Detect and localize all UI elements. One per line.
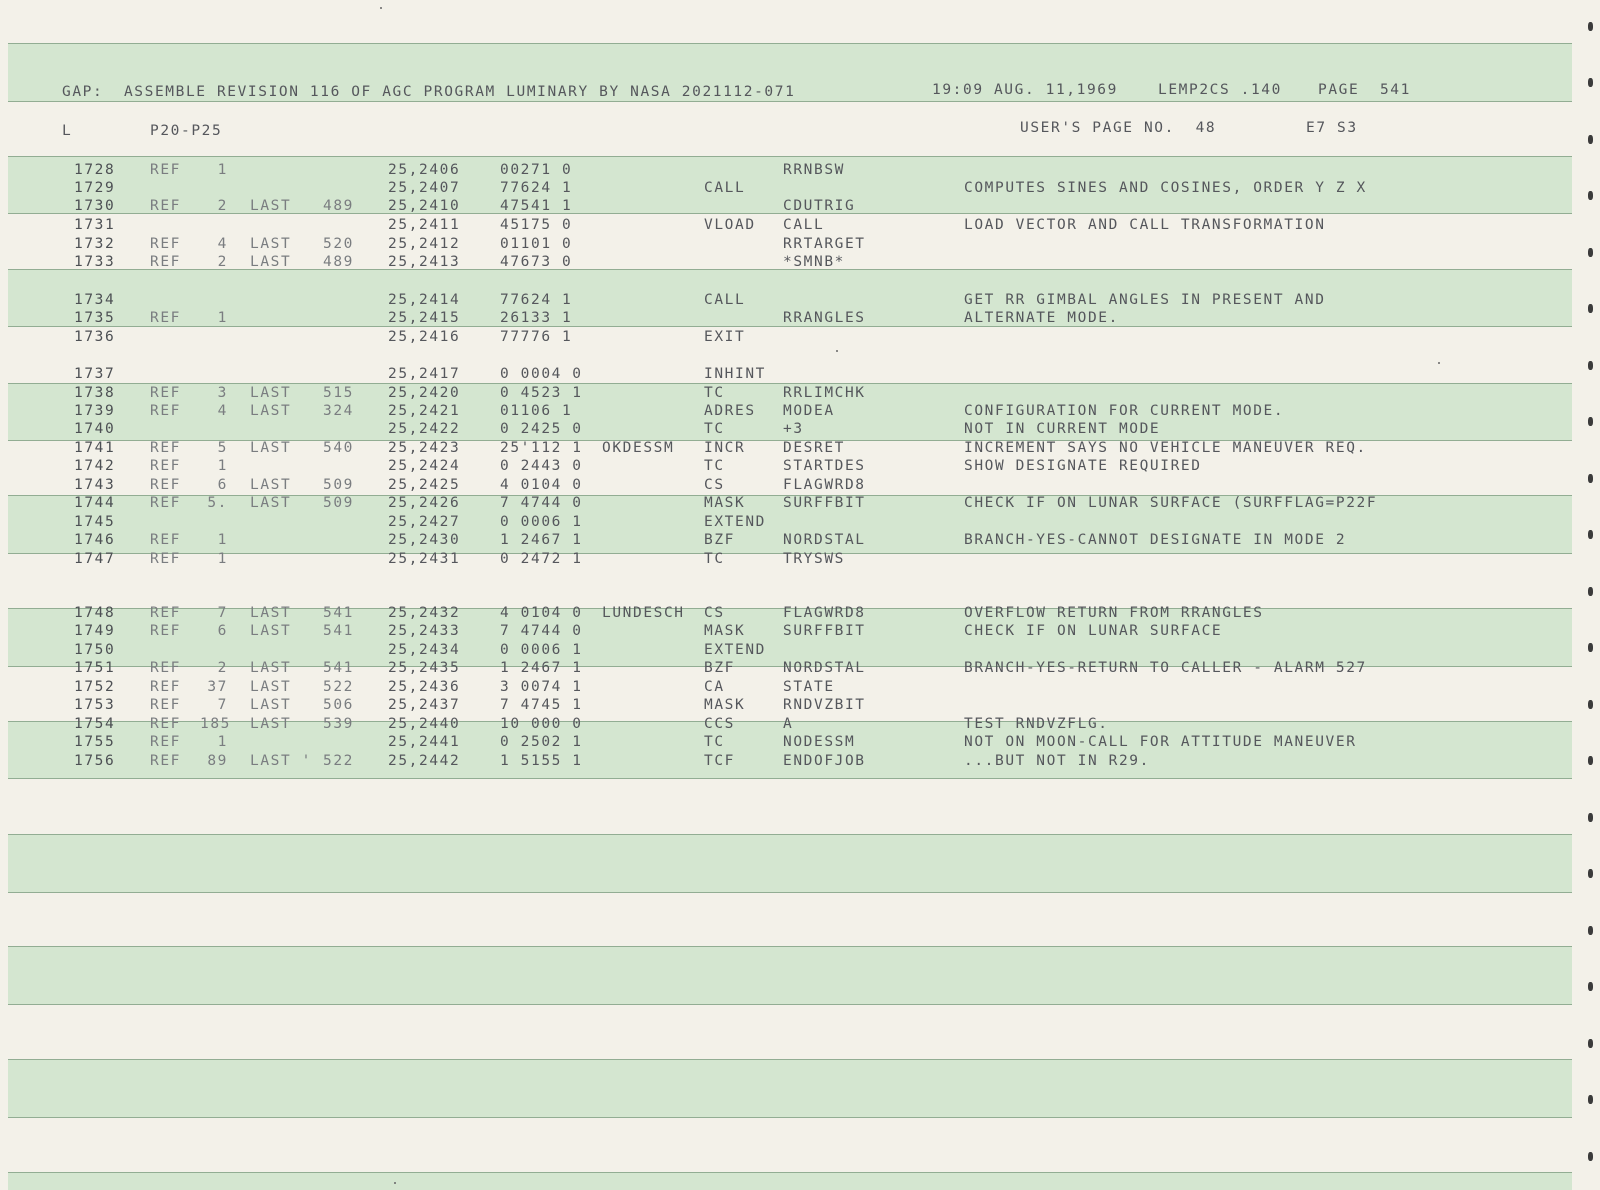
cell-comment: NOT IN CURRENT MODE (964, 421, 1161, 437)
band-rule (8, 778, 1572, 779)
cell-addr: 25,2410 (388, 198, 461, 214)
cell-refno: 1 (217, 458, 228, 474)
cell-refno: 37 (207, 679, 228, 695)
cell-ref: REF (150, 532, 181, 548)
cell-ref: REF (150, 495, 181, 511)
cell-op: CA (704, 679, 725, 695)
cell-operand: RRNBSW (783, 162, 845, 178)
cell-word: 1 2467 1 (500, 660, 583, 676)
cell-operand: TRYSWS (783, 551, 845, 567)
cell-addr: 25,2434 (388, 642, 461, 658)
cell-word: 77624 1 (500, 292, 573, 308)
cell-operand: DESRET (783, 440, 845, 456)
cell-refno: 7 (217, 605, 228, 621)
cell-op: EXTEND (704, 642, 766, 658)
cell-addr: 25,2426 (388, 495, 461, 511)
cell-last: LAST (250, 623, 292, 639)
cell-no: 1741 (74, 440, 116, 456)
cell-operand: CDUTRIG (783, 198, 856, 214)
cell-op: CALL (704, 180, 746, 196)
cell-comment: CHECK IF ON LUNAR SURFACE (SURFFLAG=P22F (964, 495, 1378, 511)
cell-word: 00271 0 (500, 162, 573, 178)
cell-word: 0 2472 1 (500, 551, 583, 567)
listing-row (0, 366, 1600, 384)
cell-word: 0 2502 1 (500, 734, 583, 750)
cell-op: TC (704, 551, 725, 567)
cell-word: 7 4744 0 (500, 495, 583, 511)
band-rule (8, 43, 1572, 44)
cell-word: 01101 0 (500, 236, 573, 252)
paper-band (8, 1173, 1572, 1190)
cell-word: 45175 0 (500, 217, 573, 233)
cell-no: 1729 (74, 180, 116, 196)
cell-comment: TEST RNDVZFLG. (964, 716, 1109, 732)
cell-last: LAST ' (250, 753, 312, 769)
listing-row (0, 440, 1600, 458)
band-rule (8, 1117, 1572, 1118)
cell-no: 1746 (74, 532, 116, 548)
cell-comment: COMPUTES SINES AND COSINES, ORDER Y Z X (964, 180, 1367, 196)
listing-row (0, 679, 1600, 697)
band-rule (8, 156, 1572, 157)
cell-lastno: 522 (323, 753, 354, 769)
cell-word: 10 000 0 (500, 716, 583, 732)
cell-operand: STATE (783, 679, 835, 695)
cell-lastno: 489 (323, 254, 354, 270)
cell-ref: REF (150, 716, 181, 732)
listing-row (0, 292, 1600, 310)
cell-no: 1731 (74, 217, 116, 233)
cell-no: 1743 (74, 477, 116, 493)
cell-lastno: 520 (323, 236, 354, 252)
listing-row (0, 329, 1600, 347)
cell-operand: A (783, 716, 794, 732)
cell-lastno: 540 (323, 440, 354, 456)
paper-band (8, 1060, 1572, 1117)
cell-refno: 1 (217, 551, 228, 567)
listing-row (0, 697, 1600, 715)
band-rule (8, 1172, 1572, 1173)
section-name: P20-P25 (150, 123, 223, 139)
cell-word: 4 0104 0 (500, 605, 583, 621)
cell-ref: REF (150, 310, 181, 326)
listing-row (0, 716, 1600, 734)
cell-refno: 1 (217, 532, 228, 548)
cell-addr: 25,2411 (388, 217, 461, 233)
cell-addr: 25,2422 (388, 421, 461, 437)
feed-hole (1588, 1152, 1593, 1161)
cell-addr: 25,2424 (388, 458, 461, 474)
cell-comment: ALTERNATE MODE. (964, 310, 1119, 326)
band-rule (8, 946, 1572, 947)
cell-lastno: 539 (323, 716, 354, 732)
band-rule (8, 1059, 1572, 1060)
listing-row (0, 162, 1600, 180)
cell-ref: REF (150, 551, 181, 567)
cell-last: LAST (250, 477, 292, 493)
cell-comment: CONFIGURATION FOR CURRENT MODE. (964, 403, 1285, 419)
cell-refno: 1 (217, 310, 228, 326)
cell-lastno: 541 (323, 660, 354, 676)
listing-row (0, 623, 1600, 641)
cell-refno: 1 (217, 734, 228, 750)
cell-refno: 6 (217, 623, 228, 639)
cell-op: CS (704, 477, 725, 493)
cell-comment: BRANCH-YES-CANNOT DESIGNATE IN MODE 2 (964, 532, 1347, 548)
cell-comment: BRANCH-YES-RETURN TO CALLER - ALARM 527 (964, 660, 1367, 676)
cell-op: BZF (704, 532, 735, 548)
cell-lastno: 522 (323, 679, 354, 695)
feed-hole (1588, 1095, 1593, 1104)
cell-word: 1 5155 1 (500, 753, 583, 769)
band-rule (8, 1004, 1572, 1005)
cell-lastno: 509 (323, 477, 354, 493)
listing-row (0, 477, 1600, 495)
cell-ref: REF (150, 477, 181, 493)
sheet-id: E7 S3 (1306, 120, 1358, 136)
cell-lastno: 541 (323, 605, 354, 621)
cell-no: 1733 (74, 254, 116, 270)
listing-row (0, 532, 1600, 550)
cell-ref: REF (150, 679, 181, 695)
cell-addr: 25,2430 (388, 532, 461, 548)
listing-row (0, 642, 1600, 660)
listing-row (0, 198, 1600, 216)
listing-row (0, 254, 1600, 272)
paper-speck (380, 7, 382, 9)
listing-row (0, 458, 1600, 476)
cell-ref: REF (150, 734, 181, 750)
cell-addr: 25,2437 (388, 697, 461, 713)
listing-row (0, 495, 1600, 513)
cell-no: 1732 (74, 236, 116, 252)
cell-last: LAST (250, 697, 292, 713)
listing-row (0, 180, 1600, 198)
cell-lastno: 506 (323, 697, 354, 713)
cell-ref: REF (150, 403, 181, 419)
cell-word: 0 2443 0 (500, 458, 583, 474)
cell-ref: REF (150, 236, 181, 252)
cell-no: 1756 (74, 753, 116, 769)
cell-no: 1744 (74, 495, 116, 511)
cell-op: CCS (704, 716, 735, 732)
cell-ref: REF (150, 198, 181, 214)
cell-no: 1734 (74, 292, 116, 308)
cell-op: TC (704, 385, 725, 401)
cell-op: MASK (704, 495, 746, 511)
cell-operand: NODESSM (783, 734, 856, 750)
cell-lastno: 489 (323, 198, 354, 214)
paper-band (8, 835, 1572, 892)
listing-row (0, 421, 1600, 439)
feed-hole (1588, 78, 1593, 87)
cell-word: 1 2467 1 (500, 532, 583, 548)
feed-hole (1588, 926, 1593, 935)
cell-op: ADRES (704, 403, 756, 419)
cell-refno: 1 (217, 162, 228, 178)
cell-op: BZF (704, 660, 735, 676)
cell-addr: 25,2413 (388, 254, 461, 270)
cell-word: 25'112 1 (500, 440, 583, 456)
cell-word: 0 2425 0 (500, 421, 583, 437)
cell-addr: 25,2407 (388, 180, 461, 196)
cell-addr: 25,2420 (388, 385, 461, 401)
cell-op: TC (704, 458, 725, 474)
cell-op: TC (704, 734, 725, 750)
cell-op: EXIT (704, 329, 746, 345)
cell-refno: 4 (217, 403, 228, 419)
cell-addr: 25,2435 (388, 660, 461, 676)
listing-row (0, 734, 1600, 752)
cell-no: 1738 (74, 385, 116, 401)
cell-no: 1748 (74, 605, 116, 621)
cell-comment: GET RR GIMBAL ANGLES IN PRESENT AND (964, 292, 1326, 308)
cell-addr: 25,2415 (388, 310, 461, 326)
cell-operand: STARTDES (783, 458, 866, 474)
cell-refno: 2 (217, 198, 228, 214)
cell-addr: 25,2425 (388, 477, 461, 493)
cell-comment: NOT ON MOON-CALL FOR ATTITUDE MANEUVER (964, 734, 1357, 750)
band-rule (8, 892, 1572, 893)
cell-refno: 185 (200, 716, 231, 732)
listing-row (0, 403, 1600, 421)
cell-lastno: 515 (323, 385, 354, 401)
cell-label: LUNDESCH (602, 605, 685, 621)
cell-operand: +3 (783, 421, 804, 437)
cell-lastno: 541 (323, 623, 354, 639)
listing-timestamp: 19:09 AUG. 11,1969 (932, 82, 1118, 98)
cell-no: 1755 (74, 734, 116, 750)
cell-last: LAST (250, 440, 292, 456)
feed-hole (1588, 587, 1593, 596)
cell-op: TC (704, 421, 725, 437)
listing-row (0, 385, 1600, 403)
cell-op: VLOAD (704, 217, 756, 233)
cell-operand: RNDVZBIT (783, 697, 866, 713)
cell-comment: CHECK IF ON LUNAR SURFACE (964, 623, 1223, 639)
cell-operand: MODEA (783, 403, 835, 419)
listing-row (0, 514, 1600, 532)
cell-last: LAST (250, 716, 292, 732)
cell-addr: 25,2436 (388, 679, 461, 695)
band-rule (8, 834, 1572, 835)
cell-addr: 25,2433 (388, 623, 461, 639)
cell-ref: REF (150, 697, 181, 713)
cell-last: LAST (250, 403, 292, 419)
listing-title: GAP: ASSEMBLE REVISION 116 OF AGC PROGRAM LUMINARY BY NASA 2021112-071 (62, 84, 796, 100)
cell-word: 7 4745 1 (500, 697, 583, 713)
cell-no: 1728 (74, 162, 116, 178)
cell-op: CS (704, 605, 725, 621)
feed-hole (1588, 22, 1593, 31)
cell-addr: 25,2406 (388, 162, 461, 178)
cell-word: 0 0006 1 (500, 642, 583, 658)
cell-no: 1736 (74, 329, 116, 345)
cell-refno: 2 (217, 660, 228, 676)
cell-word: 77624 1 (500, 180, 573, 196)
cell-operand: FLAGWRD8 (783, 477, 866, 493)
cell-operand: *SMNB* (783, 254, 845, 270)
cell-operand: RRTARGET (783, 236, 866, 252)
cell-ref: REF (150, 458, 181, 474)
cell-addr: 25,2441 (388, 734, 461, 750)
cell-no: 1735 (74, 310, 116, 326)
cell-refno: 3 (217, 385, 228, 401)
cell-word: 77776 1 (500, 329, 573, 345)
listing-row (0, 660, 1600, 678)
cell-no: 1745 (74, 514, 116, 530)
paper-speck (394, 1182, 396, 1184)
cell-comment: INCREMENT SAYS NO VEHICLE MANEUVER REQ. (964, 440, 1367, 456)
cell-operand: FLAGWRD8 (783, 605, 866, 621)
cell-no: 1752 (74, 679, 116, 695)
cell-op: TCF (704, 753, 735, 769)
cell-word: 0 0004 0 (500, 366, 583, 382)
cell-operand: NORDSTAL (783, 532, 866, 548)
cell-word: 0 4523 1 (500, 385, 583, 401)
cell-ref: REF (150, 162, 181, 178)
cell-word: 47541 1 (500, 198, 573, 214)
cell-addr: 25,2414 (388, 292, 461, 308)
cell-addr: 25,2440 (388, 716, 461, 732)
cell-no: 1742 (74, 458, 116, 474)
cell-lastno: 509 (323, 495, 354, 511)
cell-op: CALL (704, 292, 746, 308)
listing-row (0, 551, 1600, 569)
cell-refno: 4 (217, 236, 228, 252)
cell-addr: 25,2432 (388, 605, 461, 621)
cell-operand: NORDSTAL (783, 660, 866, 676)
cell-comment: OVERFLOW RETURN FROM RRANGLES (964, 605, 1264, 621)
cell-addr: 25,2427 (388, 514, 461, 530)
cell-refno: 6 (217, 477, 228, 493)
listing-row (0, 217, 1600, 235)
listing-row (0, 236, 1600, 254)
cell-last: LAST (250, 198, 292, 214)
cell-ref: REF (150, 254, 181, 270)
cell-no: 1753 (74, 697, 116, 713)
listing-row (0, 605, 1600, 623)
cell-no: 1739 (74, 403, 116, 419)
listing-page-number: PAGE 541 (1318, 82, 1411, 98)
cell-word: 3 0074 1 (500, 679, 583, 695)
cell-addr: 25,2421 (388, 403, 461, 419)
cell-label: OKDESSM (602, 440, 675, 456)
cell-refno: 5. (207, 495, 228, 511)
feed-hole (1588, 813, 1593, 822)
cell-addr: 25,2431 (388, 551, 461, 567)
cell-ref: REF (150, 753, 181, 769)
cell-no: 1740 (74, 421, 116, 437)
cell-word: 01106 1 (500, 403, 573, 419)
cell-last: LAST (250, 679, 292, 695)
cell-last: LAST (250, 385, 292, 401)
cell-op: INCR (704, 440, 746, 456)
cell-comment: SHOW DESIGNATE REQUIRED (964, 458, 1202, 474)
paper-speck (1438, 362, 1440, 364)
cell-operand: RRANGLES (783, 310, 866, 326)
cell-word: 7 4744 0 (500, 623, 583, 639)
cell-word: 26133 1 (500, 310, 573, 326)
listing-row (0, 310, 1600, 328)
cell-last: LAST (250, 254, 292, 270)
cell-addr: 25,2417 (388, 366, 461, 382)
cell-refno: 7 (217, 697, 228, 713)
cell-last: LAST (250, 605, 292, 621)
cell-no: 1749 (74, 623, 116, 639)
feed-hole (1588, 982, 1593, 991)
cell-ref: REF (150, 605, 181, 621)
users-page-number: USER'S PAGE NO. 48 (1020, 120, 1217, 136)
cell-word: 4 0104 0 (500, 477, 583, 493)
cell-refno: 2 (217, 254, 228, 270)
cell-refno: 89 (207, 753, 228, 769)
cell-last: LAST (250, 236, 292, 252)
feed-hole (1588, 135, 1593, 144)
cell-operand: ENDOFJOB (783, 753, 866, 769)
cell-ref: REF (150, 385, 181, 401)
cell-no: 1730 (74, 198, 116, 214)
cell-addr: 25,2423 (388, 440, 461, 456)
cell-no: 1754 (74, 716, 116, 732)
feed-hole (1588, 869, 1593, 878)
section-letter: L (62, 123, 73, 139)
cell-op: MASK (704, 697, 746, 713)
cell-last: LAST (250, 495, 292, 511)
paper-band (8, 947, 1572, 1004)
cell-ref: REF (150, 660, 181, 676)
cell-ref: REF (150, 440, 181, 456)
cell-no: 1747 (74, 551, 116, 567)
paper-speck (836, 350, 838, 352)
cell-no: 1750 (74, 642, 116, 658)
cell-operand: CALL (783, 217, 825, 233)
cell-comment: ...BUT NOT IN R29. (964, 753, 1150, 769)
cell-last: LAST (250, 660, 292, 676)
cell-op: MASK (704, 623, 746, 639)
cell-comment: LOAD VECTOR AND CALL TRANSFORMATION (964, 217, 1326, 233)
listing-row (0, 753, 1600, 771)
cell-operand: RRLIMCHK (783, 385, 866, 401)
cell-lastno: 324 (323, 403, 354, 419)
cell-refno: 5 (217, 440, 228, 456)
cell-operand: SURFFBIT (783, 495, 866, 511)
cell-word: 47673 0 (500, 254, 573, 270)
feed-hole (1588, 1039, 1593, 1048)
listing-job: LEMP2CS .140 (1158, 82, 1282, 98)
cell-op: EXTEND (704, 514, 766, 530)
cell-no: 1737 (74, 366, 116, 382)
cell-ref: REF (150, 623, 181, 639)
cell-word: 0 0006 1 (500, 514, 583, 530)
cell-addr: 25,2412 (388, 236, 461, 252)
cell-addr: 25,2442 (388, 753, 461, 769)
cell-no: 1751 (74, 660, 116, 676)
cell-op: INHINT (704, 366, 766, 382)
cell-operand: SURFFBIT (783, 623, 866, 639)
band-rule (8, 101, 1572, 102)
cell-addr: 25,2416 (388, 329, 461, 345)
